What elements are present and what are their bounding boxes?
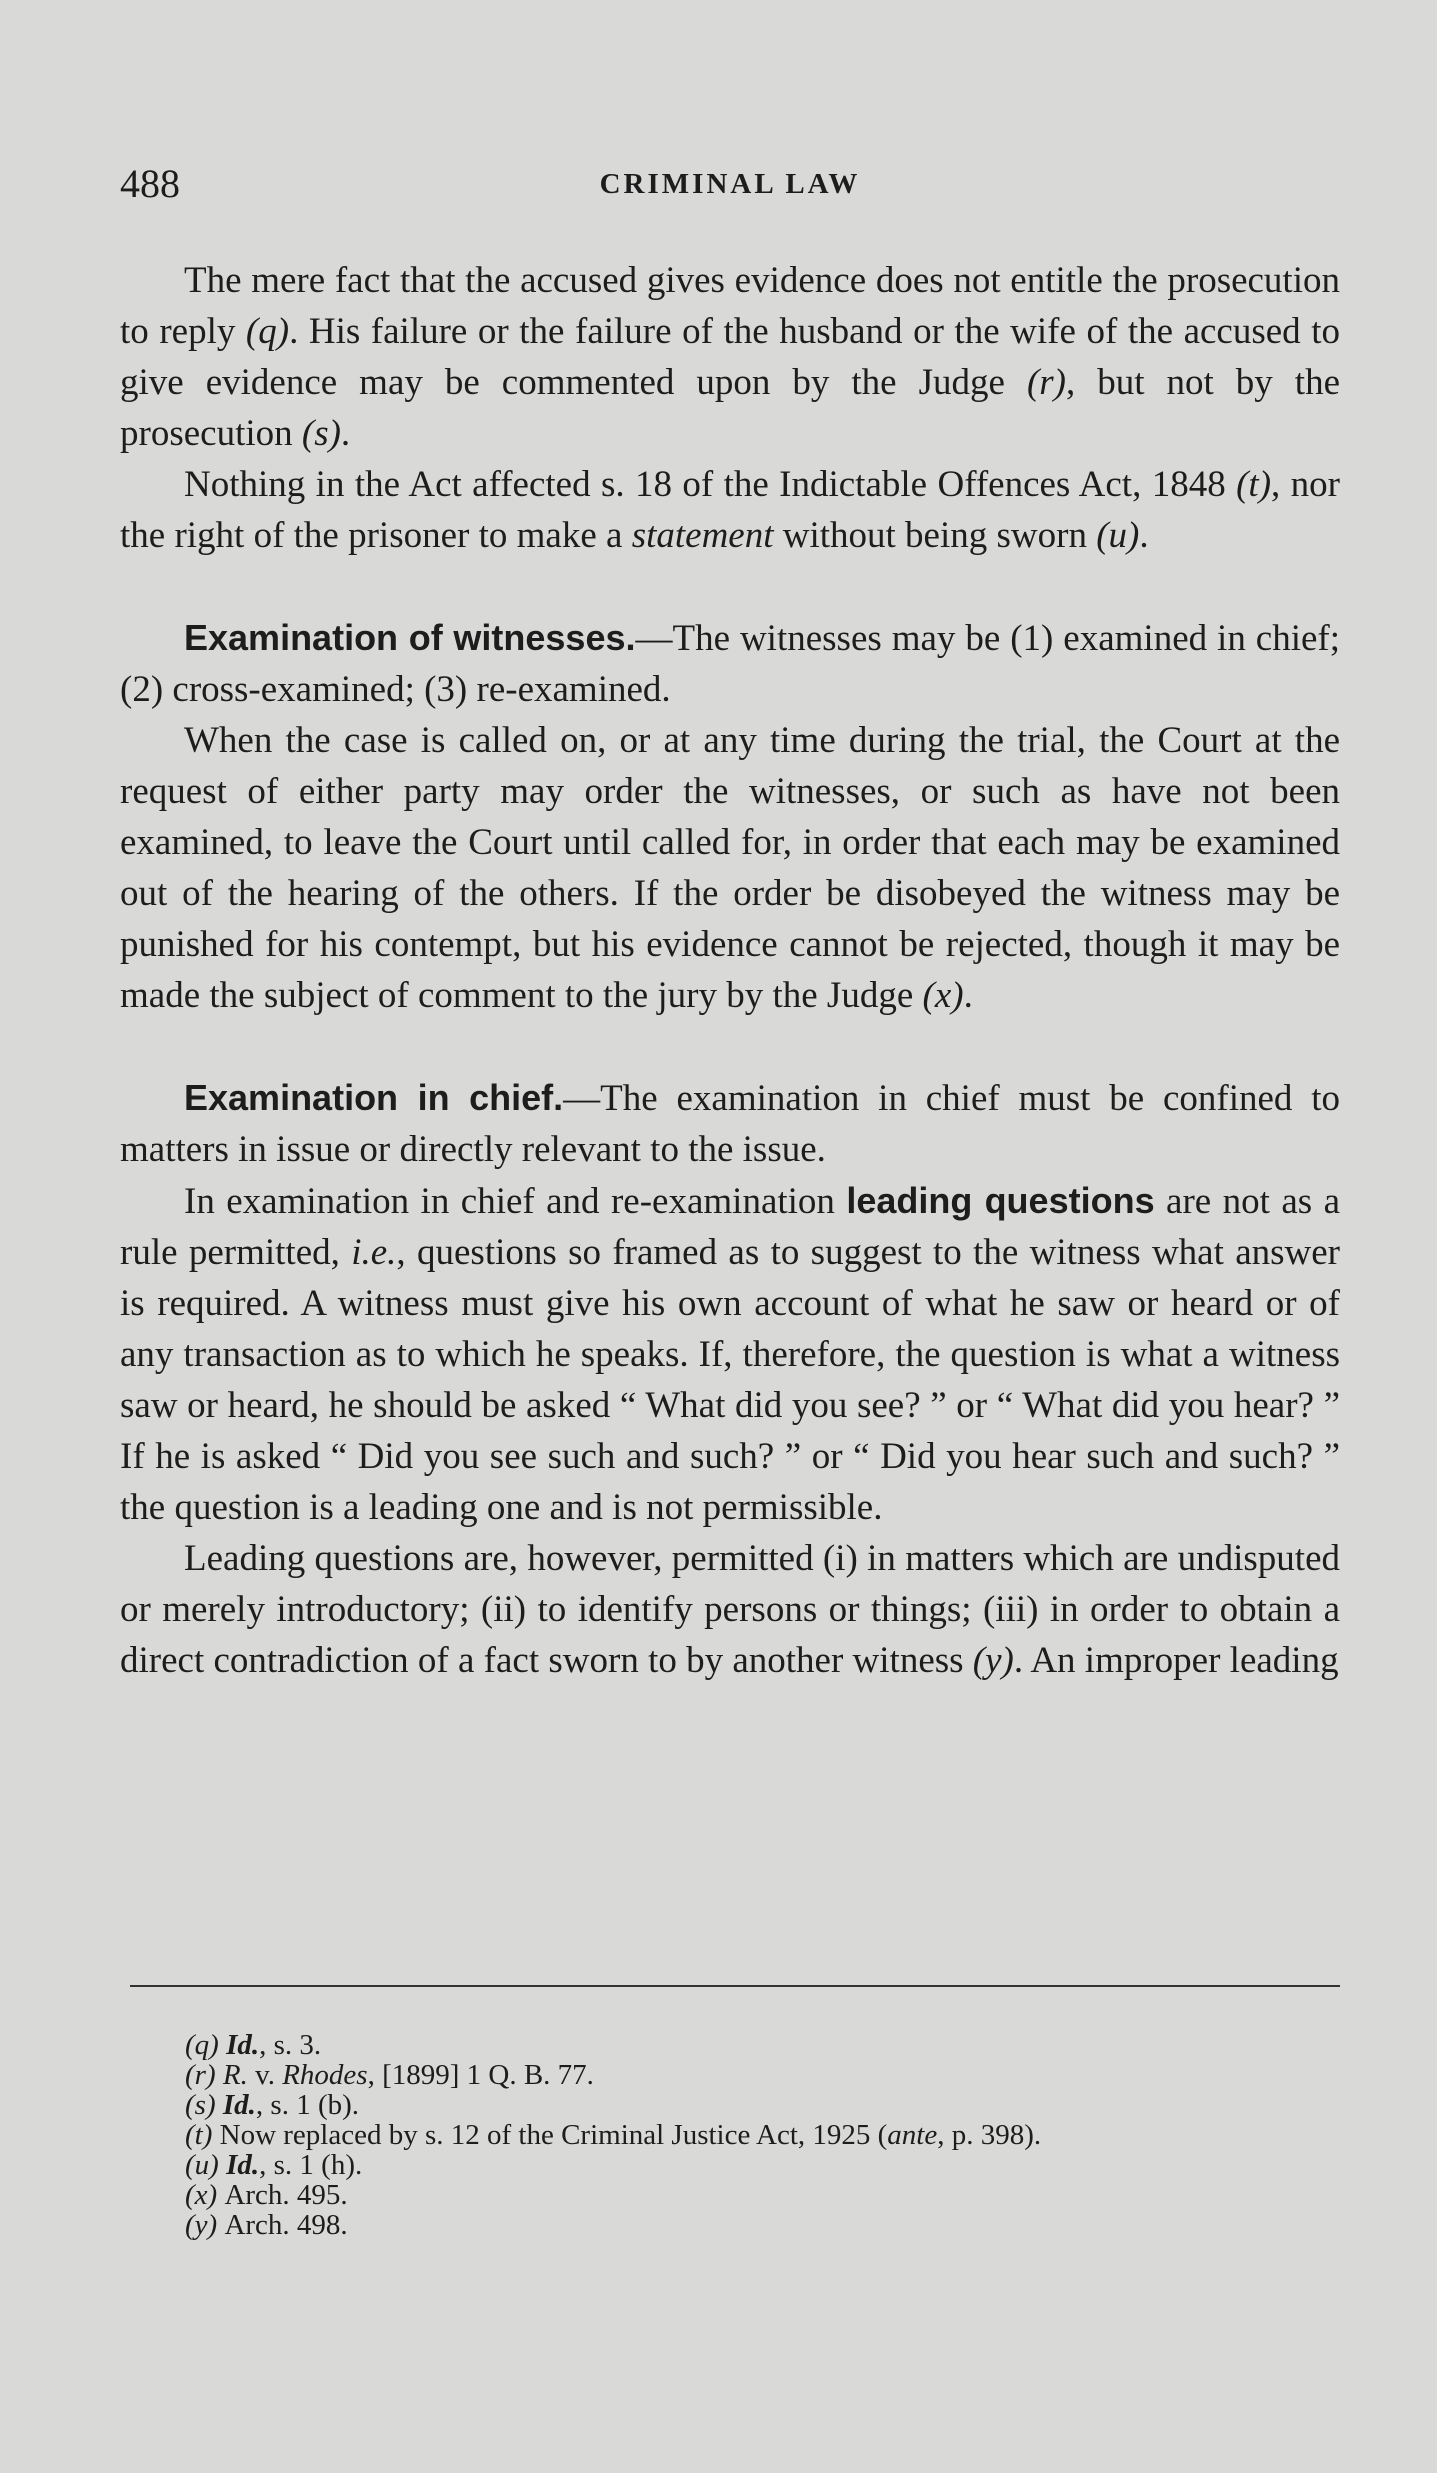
italic-run: (q) <box>185 2029 227 2061</box>
italic-run: (x) <box>185 2179 225 2211</box>
footnote <box>185 2060 1335 2090</box>
text-run: are not as a rule permitted, <box>120 1181 1340 1273</box>
bold-run: Examination in chief. <box>184 1077 564 1118</box>
text-run: Arch. 498. <box>224 2209 348 2241</box>
italic-run: (u) <box>185 2149 227 2181</box>
italic-run: (s) <box>185 2089 223 2121</box>
page-number: 488 <box>120 161 180 206</box>
italic-run: statement <box>631 515 774 556</box>
text-run: , p. 398). <box>937 2119 1042 2151</box>
text-run: . An improper leading <box>1013 1640 1339 1681</box>
text-run: v. <box>247 2059 283 2091</box>
text-run: , s. 3. <box>259 2029 322 2061</box>
page-header <box>120 160 1340 210</box>
italic-run: (s) <box>301 413 341 454</box>
italic-run: (y) <box>185 2209 225 2241</box>
text-run: . <box>963 975 973 1016</box>
paragraph <box>120 459 1340 561</box>
text-run: Nothing in the Act affected s. 18 of the Indictable Offences Act, 1848 <box>184 464 1237 505</box>
text-run: , questions so framed as to suggest to the witness what answer is required. A witness must give his own account of what he saw or heard or of any transaction as to which he speaks. If, therefore, the question is what a witness saw or heard, he should be asked “ What did you see? ” or “ What did you hear? ” If he is asked “ Did you see such and such? ” or “ Did you hear such and such? ” the question is a leading one and is not permissible. <box>120 1232 1340 1528</box>
body-text <box>120 255 1340 1686</box>
italic-run: Id. <box>226 2149 260 2181</box>
text-run: —The witnesses may be (1) examined in chief; (2) cross-examined; (3) re-examined. <box>120 618 1340 710</box>
text-run: . <box>340 413 351 454</box>
italic-run: (x) <box>922 975 964 1016</box>
text-run: , nor the right of the prisoner to make a <box>120 464 1340 556</box>
footnote <box>185 2180 1335 2210</box>
text-run: Now replaced by s. 12 of the Criminal Justice Act, 1925 ( <box>219 2119 888 2151</box>
text-run: When the case is called on, or at any time during the trial, the Court at the request of either party may order the witnesses, or such as have not been examined, to leave the Court until called for, in order that each may be examined out of the hearing of the others. If the order be disobeyed the witness may be punished for his contempt, but his evidence cannot be rejected, though it may be made the subject of comment to the jury by the Judge <box>120 720 1340 1016</box>
italic-run: (t) <box>1236 464 1272 505</box>
italic-run: i.e. <box>351 1232 397 1273</box>
italic-run: (u) <box>1096 515 1140 556</box>
text-run: , but not by the prosecution <box>120 362 1340 454</box>
text-run: —The examination in chief must be confined to matters in issue or directly relevant to the issue. <box>120 1078 1340 1170</box>
footnotes <box>185 2030 1335 2240</box>
text-run: Leading questions are, however, permitted (i) in matters which are undisputed or merely introductory; (ii) to identify persons or things; (iii) in order to obtain a direct contradiction of a fact sworn to by another witness <box>120 1538 1340 1681</box>
italic-run: Rhodes <box>282 2059 368 2091</box>
footnote <box>185 2090 1335 2120</box>
italic-run: (r) <box>1026 362 1066 403</box>
italic-run: ante <box>887 2119 938 2151</box>
text-run: . <box>1139 515 1149 556</box>
running-title: CRIMINAL LAW <box>599 168 861 200</box>
paragraph <box>120 715 1340 1021</box>
italic-run: (y) <box>972 1640 1014 1681</box>
text-run: In examination in chief and re-examination <box>184 1181 847 1222</box>
bold-run: Examination of witnesses. <box>184 617 636 658</box>
paragraph-section-heading <box>120 1072 1340 1175</box>
text-run: . His failure or the failure of the husband or the wife of the accused to give evidence may be commented upon by the Judge <box>120 311 1340 403</box>
bold-run: leading questions <box>846 1180 1155 1221</box>
italic-run: (t) <box>185 2119 220 2151</box>
italic-run: (r) <box>185 2059 223 2091</box>
italic-run: Id. <box>226 2029 260 2061</box>
text-run: Arch. 495. <box>224 2179 348 2211</box>
paragraph <box>120 1533 1340 1686</box>
footnote <box>185 2030 1335 2060</box>
paragraph <box>120 255 1340 459</box>
paragraph <box>120 1175 1340 1533</box>
text-run: The mere fact that the accused gives evidence does not entitle the prosecution to reply <box>120 260 1340 352</box>
text-run: , s. 1 (h). <box>259 2149 363 2181</box>
text-run: , s. 1 (b). <box>255 2089 360 2121</box>
footnote <box>185 2120 1335 2150</box>
footnote <box>185 2150 1335 2180</box>
footnote-divider <box>130 1985 1340 1987</box>
italic-run: (q) <box>245 311 290 352</box>
footnote <box>185 2210 1335 2240</box>
italic-run: R. <box>222 2059 248 2091</box>
text-run: , [1899] 1 Q. B. 77. <box>367 2059 594 2091</box>
text-run: without being sworn <box>773 515 1097 556</box>
paragraph-section-heading <box>120 612 1340 715</box>
italic-run: Id. <box>222 2089 256 2121</box>
